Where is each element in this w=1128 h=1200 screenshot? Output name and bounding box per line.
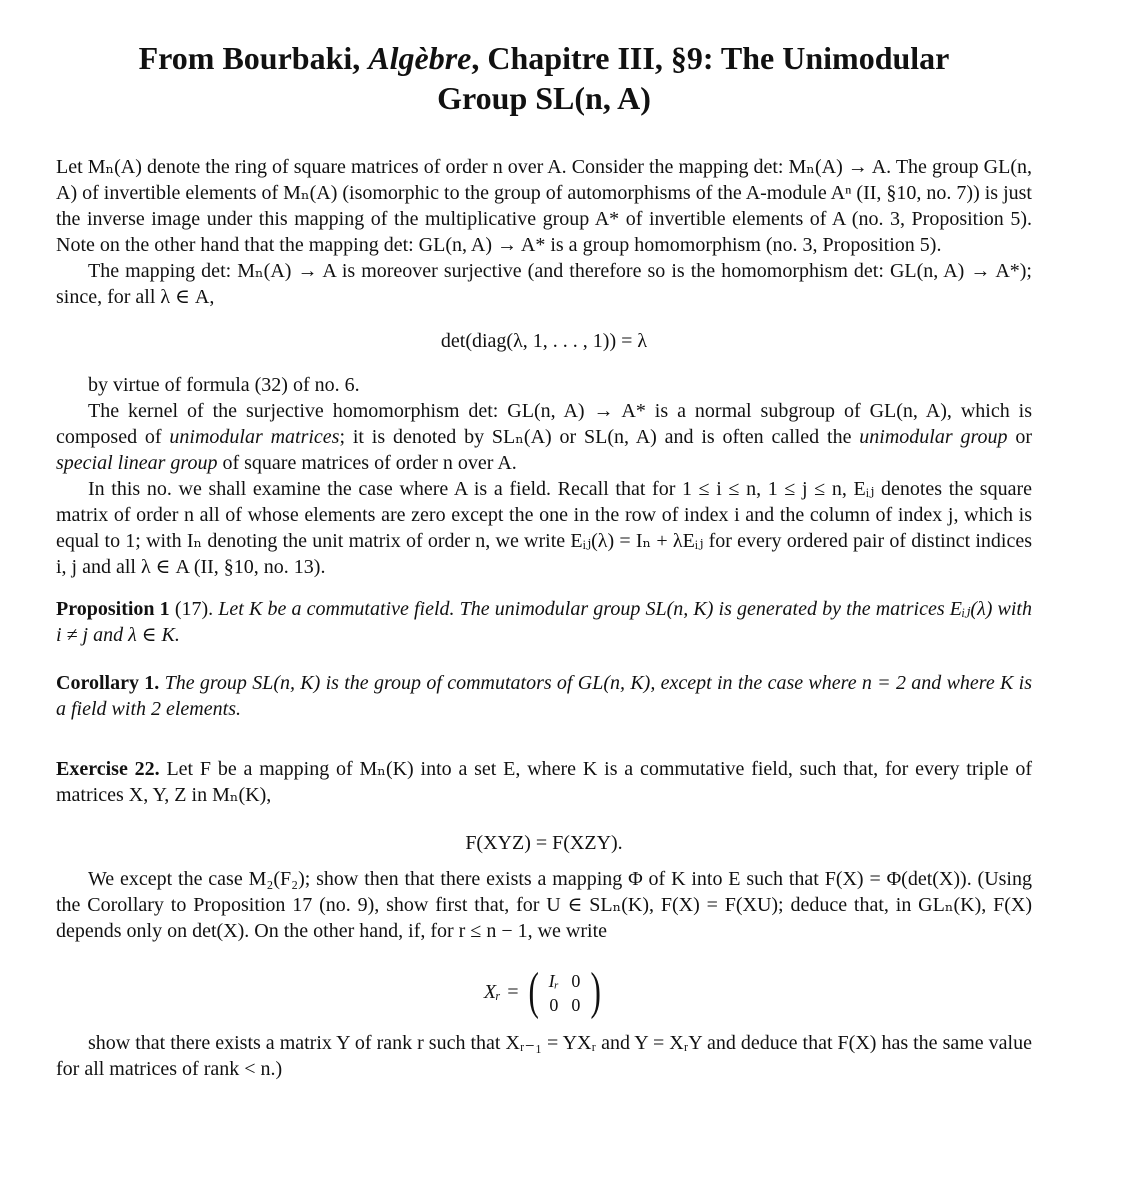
title-book: Algèbre	[368, 40, 472, 76]
exercise-heading: Exercise 22.	[56, 758, 160, 780]
exercise-22	[56, 756, 1032, 808]
p4-special-linear-group: special linear group	[56, 452, 218, 474]
p4-text-g: of square matrices of order n over A.	[217, 452, 517, 474]
p4-unimodular-matrices: unimodular matrices	[169, 426, 340, 448]
p4-text-a: The kernel of the surjective homomorphism det: GL(n, A) → A* is a normal subgroup of GL(n, A), which is composed of	[56, 400, 1032, 448]
matrix-cell: Iᵣ	[548, 971, 560, 991]
display-equation-fxyz: F(XYZ) = F(XZY).	[465, 832, 623, 854]
intro-paragraph-4	[56, 398, 1032, 476]
page-title	[56, 38, 1032, 118]
left-paren: (	[528, 963, 540, 1020]
exercise-paragraph-2: We except the case M₂(F₂); show then that there exists a mapping Φ of K into E such that F(X) = Φ(det(X)). (Using the Corollary to Proposition 17 (no. 9), show first that, for U ∈ SLₙ(K), F(X) = F(XU); deduce that, in GLₙ(K), F(X) depends only on det(X). On the other hand, if, for r ≤ n − 1, we write	[56, 868, 1032, 942]
title-line2: Group SL(n, A)	[437, 80, 651, 116]
p4-text-c: ; it is denoted by SLₙ(A) or SL(n, A) and is often called the	[339, 426, 860, 448]
corollary-body: The group SL(n, K) is the group of commutators of GL(n, K), except in the case where n = 2 and where K is a field with 2 elements.	[56, 672, 1032, 720]
matrix-cell: 0	[571, 971, 581, 991]
exercise-paragraph-3: show that there exists a matrix Y of rank r such that Xᵣ₋₁ = YXᵣ and Y = XᵣY and deduce that F(X) has the same value for all matrices of rank < n.)	[56, 1032, 1032, 1080]
document-page	[56, 34, 1032, 1082]
proposition-1	[56, 596, 1032, 648]
matrix-cell: 0	[549, 995, 559, 1015]
display-equation-det: det(diag(λ, 1, . . . , 1)) = λ	[440, 330, 648, 352]
proposition-heading: Proposition 1	[56, 598, 170, 620]
intro-paragraph-5: In this no. we shall examine the case where A is a field. Recall that for 1 ≤ i ≤ n, 1 ≤ j ≤ n, Eᵢⱼ denotes the square matrix of order n all of whose elements are zero except the one in the row of index i and the column of index j, which is equal to 1; with Iₙ denoting the unit matrix of order n, we write Eᵢⱼ(λ) = Iₙ + λEᵢⱼ for every ordered pair of distinct indices i, j and all λ ∈ A (II, §10, no. 13).	[56, 478, 1032, 578]
intro-paragraph-1: Let Mₙ(A) denote the ring of square matrices of order n over A. Consider the mapping det: Mₙ(A) → A. The group GL(n, A) of invertible elements of Mₙ(A) (isomorphic to the group of automorphisms of the A-module Aⁿ (II, §10, no. 7)) is just the inverse image under this mapping of the multiplicative group A* of invertible elements of A (no. 3, Proposition 5). Note on the other hand that the mapping det: GL(n, A) → A* is a group homomorphism (no. 3, Proposition 5).	[56, 156, 1032, 256]
proposition-number: (17).	[169, 598, 214, 620]
p4-text-e: or	[1007, 426, 1032, 448]
proposition-body: Let K be a commutative field. The unimodular group SL(n, K) is generated by the matrices Eᵢⱼ(λ) with i ≠ j and λ ∈ K.	[56, 598, 1032, 646]
matrix-cell: 0	[571, 995, 581, 1015]
intro-paragraph-3: by virtue of formula (32) of no. 6.	[88, 374, 360, 396]
exercise-paragraph-1: Let F be a mapping of Mₙ(K) into a set E, where K is a commutative field, such that, for every triple of matrices X, Y, Z in Mₙ(K),	[56, 758, 1032, 806]
matrix-display	[56, 963, 1032, 1020]
corollary-1	[56, 670, 1032, 722]
p4-unimodular-group: unimodular group	[859, 426, 1008, 448]
matrix-lhs: Xᵣ =	[483, 981, 520, 1003]
right-paren: )	[590, 963, 601, 1020]
matrix-grid	[543, 968, 587, 1016]
title-suffix: , Chapitre III, §9: The Unimodular	[471, 40, 950, 76]
title-prefix: From Bourbaki,	[138, 40, 369, 76]
corollary-heading: Corollary 1.	[56, 672, 160, 694]
intro-paragraph-2: The mapping det: Mₙ(A) → A is moreover surjective (and therefore so is the homomorphism det: GL(n, A) → A*); since, for all λ ∈ A,	[56, 260, 1032, 308]
